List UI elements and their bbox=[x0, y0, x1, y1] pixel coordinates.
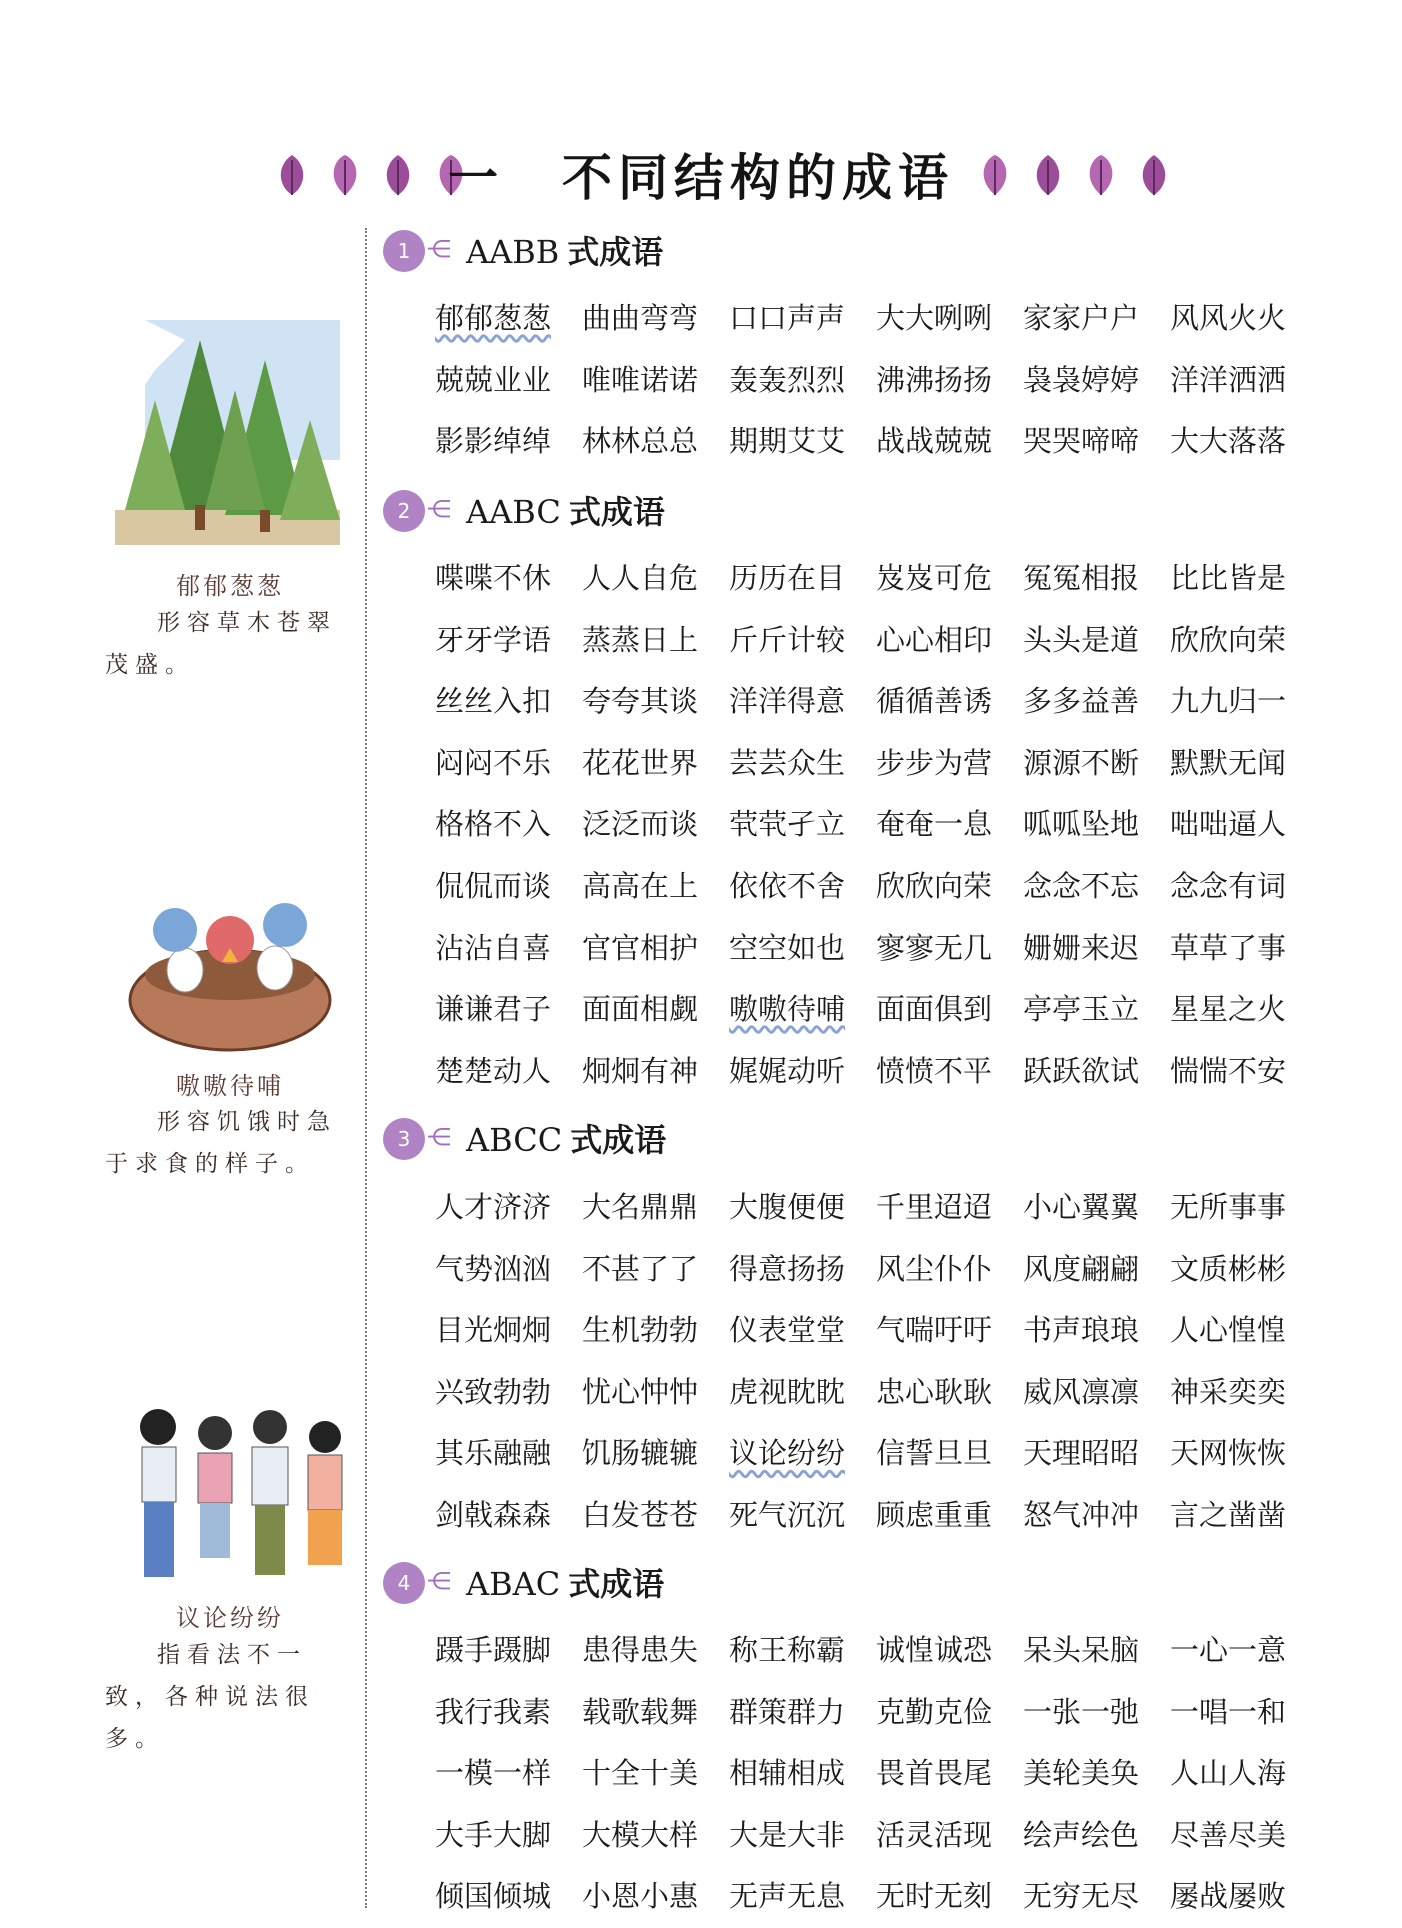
forest-illustration bbox=[115, 320, 340, 545]
idiom-item: 楚楚动人 bbox=[435, 1053, 552, 1088]
idiom-item: 倾国倾城 bbox=[435, 1879, 552, 1914]
idiom-item: 星星之火 bbox=[1170, 992, 1287, 1027]
idiom-item: 高高在上 bbox=[582, 868, 699, 903]
idiom-item: 期期艾艾 bbox=[729, 424, 846, 459]
idiom-item: 千里迢迢 bbox=[876, 1190, 993, 1224]
idiom-item: 屡战屡败 bbox=[1170, 1879, 1287, 1914]
section-accent-icon: ⋲ bbox=[427, 1567, 451, 1595]
idiom-item: 姗姗来迟 bbox=[1023, 930, 1140, 965]
idiom-item: 天理昭昭 bbox=[1023, 1436, 1140, 1471]
idiom-item: 闷闷不乐 bbox=[435, 745, 552, 780]
idiom-item: 仪表堂堂 bbox=[729, 1313, 846, 1348]
idiom-item: 奄奄一息 bbox=[876, 807, 993, 842]
idiom-item: 人人自危 bbox=[582, 561, 699, 595]
idiom-item: 其乐融融 bbox=[435, 1436, 552, 1471]
idiom-item: 无所事事 bbox=[1170, 1190, 1287, 1224]
section-number-badge: 4 bbox=[383, 1562, 425, 1604]
idiom-grid-aabc bbox=[435, 548, 1335, 1102]
idiom-item: 侃侃而谈 bbox=[435, 868, 552, 903]
idiom-item: 神采奕奕 bbox=[1170, 1374, 1287, 1409]
section-number-badge: 3 bbox=[383, 1118, 425, 1160]
section-title bbox=[466, 490, 665, 534]
section-title bbox=[466, 1562, 664, 1606]
section-title bbox=[466, 1118, 666, 1162]
idiom-item: 咄咄逼人 bbox=[1170, 807, 1287, 842]
idiom-item: 目光炯炯 bbox=[435, 1313, 552, 1348]
section-pattern: ABAC bbox=[466, 1565, 561, 1603]
idiom-item: 不甚了了 bbox=[582, 1251, 699, 1286]
idiom-item: 大大咧咧 bbox=[876, 301, 993, 335]
idiom-item: 口口声声 bbox=[729, 301, 846, 335]
idiom-item: 袅袅婷婷 bbox=[1023, 362, 1140, 397]
idiom-item: 比比皆是 bbox=[1170, 561, 1287, 595]
idiom-item: 兴致勃勃 bbox=[435, 1374, 552, 1409]
section-suffix: 式成语 bbox=[568, 1565, 665, 1603]
idiom-item: 生机勃勃 bbox=[582, 1313, 699, 1348]
idiom-item: 官官相护 bbox=[582, 930, 699, 965]
idiom-grid-abcc bbox=[435, 1177, 1335, 1547]
idiom-item: 历历在目 bbox=[729, 561, 846, 595]
idiom-item: 患得患失 bbox=[582, 1633, 699, 1667]
column-divider bbox=[365, 228, 367, 1908]
idiom-item: 丝丝入扣 bbox=[435, 684, 552, 719]
idiom-item: 曲曲弯弯 bbox=[582, 301, 699, 335]
idiom-item: 呱呱坠地 bbox=[1023, 807, 1140, 842]
idiom-item: 书声琅琅 bbox=[1023, 1313, 1140, 1348]
idiom-item: 蒸蒸日上 bbox=[582, 622, 699, 657]
idiom-item: 诚惶诚恐 bbox=[876, 1633, 993, 1667]
idiom-item: 文质彬彬 bbox=[1170, 1251, 1287, 1286]
idiom-item: 得意扬扬 bbox=[729, 1251, 846, 1286]
idiom-item: 默默无闻 bbox=[1170, 745, 1287, 780]
section-suffix: 式成语 bbox=[567, 233, 664, 271]
idiom-item: 花花世界 bbox=[582, 745, 699, 780]
idiom-item: 风风火火 bbox=[1170, 301, 1287, 335]
idiom-item: 议论纷纷 bbox=[729, 1436, 846, 1471]
idiom-item: 多多益善 bbox=[1023, 684, 1140, 719]
idiom-grid-abac bbox=[435, 1620, 1335, 1928]
idiom-item: 面面相觑 bbox=[582, 992, 699, 1027]
idiom-item: 谦谦君子 bbox=[435, 992, 552, 1027]
sidebar-definition: 指看法不一致，各种说法很多。 bbox=[105, 1642, 315, 1752]
children-discussion-illustration bbox=[130, 1405, 360, 1590]
idiom-item: 面面俱到 bbox=[876, 992, 993, 1027]
page-title bbox=[0, 138, 1402, 210]
idiom-item: 大模大样 bbox=[582, 1817, 699, 1852]
idiom-item: 无穷无尽 bbox=[1023, 1879, 1140, 1914]
idiom-item: 洋洋得意 bbox=[729, 684, 846, 719]
idiom-item: 沸沸扬扬 bbox=[876, 362, 993, 397]
idiom-item: 欣欣向荣 bbox=[876, 868, 993, 903]
idiom-item: 气势汹汹 bbox=[435, 1251, 552, 1286]
idiom-item: 愤愤不平 bbox=[876, 1053, 993, 1088]
idiom-item: 唯唯诺诺 bbox=[582, 362, 699, 397]
idiom-item: 人山人海 bbox=[1170, 1756, 1287, 1791]
idiom-item: 言之凿凿 bbox=[1170, 1497, 1287, 1532]
idiom-item: 泛泛而谈 bbox=[582, 807, 699, 842]
idiom-item: 无声无息 bbox=[729, 1879, 846, 1914]
idiom-item: 呆头呆脑 bbox=[1023, 1633, 1140, 1667]
idiom-item: 人才济济 bbox=[435, 1190, 552, 1224]
idiom-item: 夸夸其谈 bbox=[582, 684, 699, 719]
idiom-grid-aabb bbox=[435, 288, 1335, 473]
idiom-item: 一模一样 bbox=[435, 1756, 552, 1791]
idiom-item: 轰轰烈烈 bbox=[729, 362, 846, 397]
idiom-item: 大腹便便 bbox=[729, 1190, 846, 1224]
idiom-item: 芸芸众生 bbox=[729, 745, 846, 780]
sidebar-definition: 形容饥饿时急于求食的样子。 bbox=[105, 1109, 337, 1177]
idiom-item: 冤冤相报 bbox=[1023, 561, 1140, 595]
section-accent-icon: ⋲ bbox=[427, 235, 451, 263]
idiom-item: 饥肠辘辘 bbox=[582, 1436, 699, 1471]
idiom-item: 绘声绘色 bbox=[1023, 1817, 1140, 1852]
idiom-item: 郁郁葱葱 bbox=[435, 301, 552, 335]
section-number-badge: 1 bbox=[383, 230, 425, 272]
idiom-item: 哭哭啼啼 bbox=[1023, 424, 1140, 459]
idiom-item: 我行我素 bbox=[435, 1694, 552, 1729]
title-number: 一 bbox=[448, 149, 504, 207]
idiom-item: 大大落落 bbox=[1170, 424, 1287, 459]
sidebar-term: 议论纷纷 bbox=[176, 1604, 284, 1632]
idiom-item: 威风凛凛 bbox=[1023, 1374, 1140, 1409]
idiom-item: 风度翩翩 bbox=[1023, 1251, 1140, 1286]
idiom-item: 美轮美奂 bbox=[1023, 1756, 1140, 1791]
idiom-item: 相辅相成 bbox=[729, 1756, 846, 1791]
idiom-item: 忠心耿耿 bbox=[876, 1374, 993, 1409]
sidebar-definition: 形容草木苍翠茂盛。 bbox=[105, 610, 337, 678]
idiom-item: 娓娓动听 bbox=[729, 1053, 846, 1088]
idiom-item: 怒气冲冲 bbox=[1023, 1497, 1140, 1532]
sidebar-term: 郁郁葱葱 bbox=[176, 572, 284, 600]
idiom-item: 岌岌可危 bbox=[876, 561, 993, 595]
idiom-item: 顾虑重重 bbox=[876, 1497, 993, 1532]
idiom-item: 大名鼎鼎 bbox=[582, 1190, 699, 1224]
idiom-item: 一张一弛 bbox=[1023, 1694, 1140, 1729]
idiom-item: 兢兢业业 bbox=[435, 362, 552, 397]
idiom-item: 寥寥无几 bbox=[876, 930, 993, 965]
idiom-item: 畏首畏尾 bbox=[876, 1756, 993, 1791]
idiom-item: 尽善尽美 bbox=[1170, 1817, 1287, 1852]
idiom-item: 战战兢兢 bbox=[876, 424, 993, 459]
idiom-item: 喋喋不休 bbox=[435, 561, 552, 595]
idiom-item: 蹑手蹑脚 bbox=[435, 1633, 552, 1667]
idiom-item: 影影绰绰 bbox=[435, 424, 552, 459]
idiom-item: 嗷嗷待哺 bbox=[729, 992, 846, 1027]
idiom-item: 格格不入 bbox=[435, 807, 552, 842]
idiom-item: 林林总总 bbox=[582, 424, 699, 459]
idiom-item: 忧心忡忡 bbox=[582, 1374, 699, 1409]
idiom-item: 跃跃欲试 bbox=[1023, 1053, 1140, 1088]
section-pattern: ABCC bbox=[466, 1121, 563, 1159]
idiom-item: 大手大脚 bbox=[435, 1817, 552, 1852]
idiom-item: 死气沉沉 bbox=[729, 1497, 846, 1532]
idiom-item: 头头是道 bbox=[1023, 622, 1140, 657]
section-accent-icon: ⋲ bbox=[427, 495, 451, 523]
idiom-item: 人心惶惶 bbox=[1170, 1313, 1287, 1348]
idiom-item: 风尘仆仆 bbox=[876, 1251, 993, 1286]
idiom-item: 九九归一 bbox=[1170, 684, 1287, 719]
idiom-item: 草草了事 bbox=[1170, 930, 1287, 965]
idiom-item: 洋洋洒洒 bbox=[1170, 362, 1287, 397]
idiom-item: 小心翼翼 bbox=[1023, 1190, 1140, 1224]
section-accent-icon: ⋲ bbox=[427, 1123, 451, 1151]
idiom-item: 斤斤计较 bbox=[729, 622, 846, 657]
idiom-item: 炯炯有神 bbox=[582, 1053, 699, 1088]
idiom-item: 依依不舍 bbox=[729, 868, 846, 903]
idiom-item: 步步为营 bbox=[876, 745, 993, 780]
title-decoration-right bbox=[975, 150, 1182, 204]
idiom-item: 一心一意 bbox=[1170, 1633, 1287, 1667]
idiom-item: 亭亭玉立 bbox=[1023, 992, 1140, 1027]
idiom-item: 气喘吁吁 bbox=[876, 1313, 993, 1348]
idiom-item: 白发苍苍 bbox=[582, 1497, 699, 1532]
idiom-item: 信誓旦旦 bbox=[876, 1436, 993, 1471]
leaf-icon bbox=[1028, 150, 1068, 200]
leaf-icon bbox=[975, 150, 1015, 200]
section-pattern: AABB bbox=[466, 233, 560, 271]
idiom-item: 克勤克俭 bbox=[876, 1694, 993, 1729]
section-pattern: AABC bbox=[466, 493, 561, 531]
sidebar-term: 嗷嗷待哺 bbox=[176, 1072, 284, 1100]
idiom-item: 家家户户 bbox=[1023, 301, 1140, 335]
idiom-item: 空空如也 bbox=[729, 930, 846, 965]
idiom-item: 茕茕孑立 bbox=[729, 807, 846, 842]
idiom-item: 源源不断 bbox=[1023, 745, 1140, 780]
idiom-item: 惴惴不安 bbox=[1170, 1053, 1287, 1088]
idiom-item: 十全十美 bbox=[582, 1756, 699, 1791]
idiom-item: 活灵活现 bbox=[876, 1817, 993, 1852]
leaf-icon bbox=[1134, 150, 1174, 200]
title-text: 不同结构的成语 bbox=[562, 149, 954, 207]
idiom-item: 一唱一和 bbox=[1170, 1694, 1287, 1729]
section-suffix: 式成语 bbox=[570, 1121, 667, 1159]
idiom-item: 沾沾自喜 bbox=[435, 930, 552, 965]
section-number-badge: 2 bbox=[383, 490, 425, 532]
leaf-icon bbox=[1081, 150, 1121, 200]
idiom-item: 念念有词 bbox=[1170, 868, 1287, 903]
idiom-item: 欣欣向荣 bbox=[1170, 622, 1287, 657]
idiom-item: 循循善诱 bbox=[876, 684, 993, 719]
bird-nest-illustration bbox=[125, 890, 340, 1055]
idiom-item: 念念不忘 bbox=[1023, 868, 1140, 903]
idiom-item: 虎视眈眈 bbox=[729, 1374, 846, 1409]
idiom-item: 群策群力 bbox=[729, 1694, 846, 1729]
idiom-item: 载歌载舞 bbox=[582, 1694, 699, 1729]
idiom-item: 小恩小惠 bbox=[582, 1879, 699, 1914]
idiom-item: 称王称霸 bbox=[729, 1633, 846, 1667]
idiom-item: 天网恢恢 bbox=[1170, 1436, 1287, 1471]
section-suffix: 式成语 bbox=[568, 493, 665, 531]
idiom-item: 无时无刻 bbox=[876, 1879, 993, 1914]
idiom-item: 心心相印 bbox=[876, 622, 993, 657]
idiom-item: 剑戟森森 bbox=[435, 1497, 552, 1532]
section-title bbox=[466, 230, 663, 274]
idiom-item: 牙牙学语 bbox=[435, 622, 552, 657]
idiom-item: 大是大非 bbox=[729, 1817, 846, 1852]
